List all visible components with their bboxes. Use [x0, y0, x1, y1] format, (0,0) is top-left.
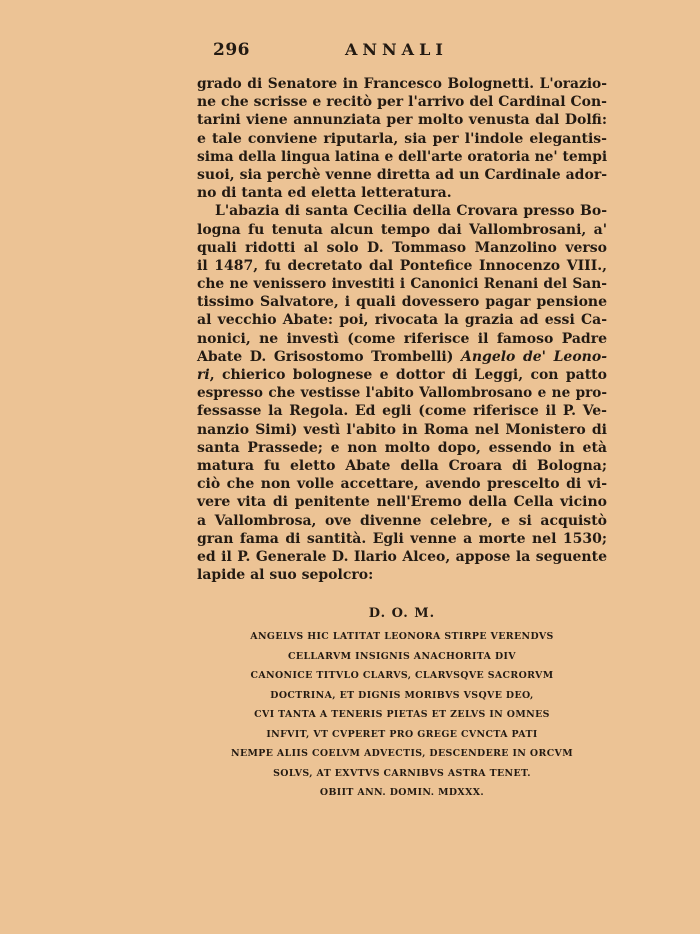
text-line: [197, 348, 607, 366]
text-line: ciò che non volle accettare, avendo prescelto di vi-: [197, 476, 607, 493]
inscription-line: CELLARVM INSIGNIS ANACHORITA DIV: [288, 650, 516, 662]
inscription-line: INFVIT, VT CVPERET PRO GREGE CVNCTA PATI: [266, 728, 538, 740]
text-line: il 1487, fu decretato dal Pontefice Innocenzo VIII.,: [197, 257, 607, 274]
text-line: [197, 366, 607, 384]
inscription-line: OBIIT ANN. DOMIN. MDXXX.: [319, 787, 485, 798]
text-line: ne che scrisse e recitò per l'arrivo del Cardinal Con-: [197, 94, 607, 111]
text-line: no di tanta ed eletta letteratura.: [197, 185, 452, 202]
text-segment: , chierico bolognese e dottor di Leggi, con patto: [209, 367, 607, 383]
text-line: tarini viene annunziata per molto venusta dal Dolfi:: [197, 112, 607, 129]
text-line: matura fu eletto Abate della Croara di Bologna;: [197, 457, 607, 474]
italic-name: Angelo de' Leono-: [460, 348, 607, 365]
inscription-line: SOLVS, AT EXVTVS CARNIBVS ASTRA TENET.: [273, 767, 531, 779]
inscription-line: DOCTRINA, ET DIGNIS MORIBVS VSQVE DEO,: [270, 689, 534, 701]
text-line: tissimo Salvatore, i quali dovessero pagar pensione: [197, 294, 607, 311]
text-line: gran fama di santità. Egli venne a morte nel 1530;: [197, 530, 607, 547]
text-line: nonici, ne investì (come riferisce il famoso Padre: [197, 330, 607, 347]
inscription-line: NEMPE ALIIS COELVM ADVECTIS, DESCENDERE IN ORCVM: [230, 748, 574, 759]
text-line: vere vita di penitente nell'Eremo della Cella vicino: [197, 494, 607, 511]
text-line: ed il P. Generale D. Ilario Alceo, appose la seguente: [197, 548, 607, 565]
running-head: ANNALI: [345, 40, 448, 59]
text-line: sima della lingua latina e dell'arte oratoria ne' tempi: [197, 148, 608, 165]
text-line: grado di Senatore in Francesco Bolognetti. L'orazio-: [197, 76, 607, 92]
text-line: L'abazia di santa Cecilia della Crovara presso Bo-: [215, 203, 607, 220]
text-line: al vecchio Abate: poi, rivocata la grazia ad essi Ca-: [197, 312, 607, 329]
text-line: santa Prassede; e non molto dopo, essendo in età: [197, 439, 607, 456]
text-line: quali ridotti al solo D. Tommaso Manzolino verso: [197, 239, 607, 256]
page-header: [197, 40, 607, 62]
text-segment: Abate D. Grisostomo Trombelli): [197, 348, 454, 365]
text-line: che ne venissero investiti i Canonici Renani del San-: [197, 276, 607, 293]
text-line: espresso che vestisse l'abito Vallombrosano e ne pro-: [197, 385, 607, 402]
text-line: fessasse la Regola. Ed egli (come riferisce il P. Ve-: [197, 403, 607, 420]
italic-name: ri: [197, 367, 210, 383]
body-text: [197, 75, 607, 584]
text-line: nanzio Simi) vestì l'abito in Roma nel Monistero di: [197, 421, 607, 438]
text-line: e tale conviene riputarla, sia per l'indole elegantis-: [197, 130, 607, 147]
text-line: suoi, sia perchè venne diretta ad un Cardinale ador-: [197, 166, 607, 183]
page-number: 296: [213, 40, 250, 60]
inscription-line: CANONICE TITVLO CLARVS, CLARVSQVE SACRORVM: [250, 670, 554, 681]
inscription-heading: D. O. M.: [368, 606, 436, 621]
text-line: a Vallombrosa, ove divenne celebre, e si acquistò: [197, 512, 607, 529]
inscription-line: ANGELVS HIC LATITAT LEONORA STIRPE VERENDVS: [250, 631, 554, 642]
inscription-line: CVI TANTA A TENERIS PIETAS ET ZELVS IN OMNES: [254, 709, 550, 720]
epitaph-inscription: [197, 604, 607, 803]
text-line: lapide al suo sepolcro:: [197, 567, 374, 584]
text-line: logna fu tenuta alcun tempo dai Vallombrosani, a': [197, 221, 607, 238]
